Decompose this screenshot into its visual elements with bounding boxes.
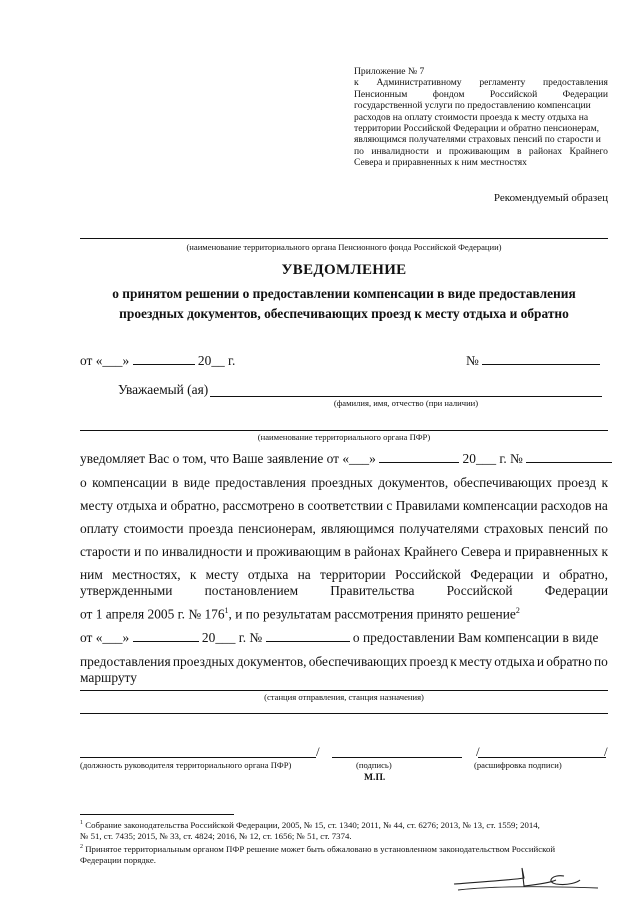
notify-year: 20___ г. № xyxy=(462,451,523,466)
word: на xyxy=(594,498,608,513)
word: по xyxy=(144,544,159,559)
decode-line[interactable] xyxy=(478,757,606,758)
position-slash: / xyxy=(316,744,320,759)
word: проезд xyxy=(409,654,449,669)
handwritten-signature xyxy=(452,864,602,896)
decision-year: 20___ г. № xyxy=(201,630,263,645)
signature-line[interactable] xyxy=(332,757,462,758)
word: Российской xyxy=(446,583,513,598)
date-month-field[interactable] xyxy=(133,352,195,365)
word: месту xyxy=(205,567,239,582)
annex-line: Севера и приравненных к ним местностях xyxy=(354,157,527,169)
word: Российской xyxy=(394,567,461,582)
word: регламенту xyxy=(479,77,526,89)
word: в xyxy=(172,475,179,490)
number-field[interactable] xyxy=(482,352,600,365)
number-sign: № xyxy=(466,353,479,368)
body-line xyxy=(80,583,608,599)
word: Севера xyxy=(461,544,501,559)
date-from xyxy=(80,352,235,369)
footnote-2-line-2: Федерации порядке. xyxy=(80,854,156,865)
word: районах xyxy=(354,544,401,559)
document-subtitle: о принятом решении о предоставлении компенсации в виде предоставления xyxy=(112,286,576,301)
body-line xyxy=(80,654,608,670)
pfr-name-caption: (наименование территориального органа ПФР) xyxy=(257,432,431,442)
decode-caption: (расшифровка подписи) xyxy=(474,760,562,770)
word: и xyxy=(245,544,253,559)
decision-post: , и по результатам рассмотрения принято решение xyxy=(228,606,516,622)
body-line xyxy=(80,567,608,583)
word: и xyxy=(436,145,442,157)
word: отдыха xyxy=(247,567,289,582)
footnote-ref-1: 1 xyxy=(224,606,229,615)
word: обеспечивающих xyxy=(308,654,408,669)
decision-line xyxy=(80,606,608,622)
document-title: УВЕДОМЛЕНИЕ xyxy=(281,262,407,278)
word: к xyxy=(189,567,197,582)
application-date-field[interactable] xyxy=(379,450,459,463)
word: обратно xyxy=(546,654,592,669)
word: Пенсионным xyxy=(354,88,408,100)
decode-slash-right: / xyxy=(604,744,608,759)
decision-number-field[interactable] xyxy=(266,629,350,642)
word: Крайнего xyxy=(569,145,608,157)
word: фондом xyxy=(432,88,465,100)
greeting: Уважаемый (ая) xyxy=(118,382,209,397)
position-line[interactable] xyxy=(80,757,316,758)
sample-label: Рекомендуемый образец xyxy=(493,192,608,204)
annex-line: государственной услуги по предоставлению компенсации xyxy=(354,100,591,112)
word: проезда xyxy=(188,521,234,536)
word: месту xyxy=(459,654,493,669)
word: отдыха xyxy=(116,498,157,513)
decision-date-line xyxy=(80,629,598,646)
recipient-name-caption: (фамилия, имя, отчество (при наличии) xyxy=(333,398,479,408)
footnotes xyxy=(80,818,610,866)
annex-line xyxy=(354,77,608,88)
signature-caption: (подпись) xyxy=(356,760,392,770)
annex-line: являющимся получателями страховых пенсий по старости и xyxy=(354,134,601,146)
word: соответствии xyxy=(307,498,384,513)
footnote-ref-2: 2 xyxy=(515,606,520,615)
route-label: маршруту xyxy=(80,670,137,685)
word: компенсации xyxy=(92,475,167,490)
word: предоставления xyxy=(215,475,306,490)
word: инвалидности xyxy=(371,145,429,157)
word: предоставления xyxy=(80,654,171,669)
word: пенсий xyxy=(548,521,590,536)
word: документов, xyxy=(236,654,307,669)
word: Федерации xyxy=(562,88,608,100)
position-caption: (должность руководителя территориального органа ПФР) xyxy=(80,760,292,770)
word: проездных xyxy=(172,654,235,669)
stamp-place: М.П. xyxy=(364,772,386,783)
annex-line: расходов на оплату стоимости проезда к месту отдыха на xyxy=(354,111,589,123)
word: по xyxy=(593,654,608,669)
word: к xyxy=(450,654,457,669)
footnote-separator xyxy=(80,814,234,815)
word: обеспечивающих xyxy=(453,475,553,490)
word: на xyxy=(297,567,311,582)
word: расходов xyxy=(540,498,592,513)
document-number xyxy=(466,352,600,369)
body-name-caption: (наименование территориального органа Пенсионного фонда Российской Федерации) xyxy=(186,242,502,252)
footnote-1-line-2: № 51, ст. 7435; 2015, № 33, ст. 4824; 2016, № 12, ст. 1656; № 51, ст. 7374. xyxy=(80,830,352,841)
notify-text: уведомляет Вас о том, что Ваше заявление от «___» xyxy=(80,451,376,466)
word: и xyxy=(134,544,142,559)
word: к xyxy=(601,544,608,559)
word: документов, xyxy=(378,475,449,490)
word: предоставления xyxy=(543,77,608,89)
word: проезд xyxy=(557,475,597,490)
word: по xyxy=(594,521,608,536)
word: к xyxy=(601,475,608,490)
word: оплату xyxy=(80,521,119,536)
word: проживающим xyxy=(256,544,341,559)
word: к xyxy=(354,77,359,89)
footnote-1-line xyxy=(80,818,610,831)
word: стоимости xyxy=(123,521,184,536)
word: районах xyxy=(528,145,563,157)
word: местностях, xyxy=(112,567,181,582)
footnote-1-mark: 1 xyxy=(80,820,83,826)
word: приравненных xyxy=(514,544,599,559)
annex-line: территории Российской Федерации и обратно пенсионерам, xyxy=(354,123,600,135)
body-line xyxy=(80,544,608,560)
word: Российской xyxy=(489,88,538,100)
footnote-2-text: Принятое территориальным органом ПФР решение может быть обжаловано в установленном законодательством Российской xyxy=(85,843,556,854)
word: утвержденными xyxy=(80,583,173,598)
decision-pre: от 1 апреля 2005 г. № 176 xyxy=(80,606,225,622)
date-day: от «___» xyxy=(80,353,130,368)
word: в xyxy=(344,544,351,559)
word: в xyxy=(297,498,305,513)
route-line-2[interactable] xyxy=(80,713,608,714)
word: являющимся xyxy=(320,521,395,536)
footnote-2-mark: 2 xyxy=(80,843,83,850)
word: Крайнего xyxy=(403,544,458,559)
word: проездных xyxy=(311,475,373,490)
body-line xyxy=(80,498,608,514)
word: в xyxy=(516,145,522,157)
recipient-name-line[interactable] xyxy=(210,396,602,397)
word: страховых xyxy=(483,521,544,536)
decode-slash-left: / xyxy=(476,744,480,759)
word: ним xyxy=(80,567,103,582)
body-line xyxy=(80,521,608,537)
pfr-name-line[interactable] xyxy=(80,430,608,431)
word: Правилами xyxy=(395,498,460,513)
annex-line xyxy=(354,89,608,100)
word: месту xyxy=(80,498,114,513)
word: виде xyxy=(183,475,210,490)
footnote-2-line xyxy=(80,842,610,855)
decision-post-text: о предоставлении Вам компенсации в виде xyxy=(352,630,599,645)
word: обратно, xyxy=(559,567,608,582)
date-year: 20__ г. xyxy=(197,353,236,368)
word: пенсионерам, xyxy=(238,521,316,536)
word: Правительства xyxy=(330,583,415,598)
application-number-field[interactable] xyxy=(526,450,612,463)
notify-line xyxy=(80,450,612,467)
decision-month-field[interactable] xyxy=(133,629,199,642)
word: по xyxy=(354,145,364,157)
word: Административному xyxy=(376,77,462,89)
word: с xyxy=(386,498,393,513)
word: старости xyxy=(80,544,131,559)
word: компенсации xyxy=(462,498,538,513)
word: и xyxy=(504,544,512,559)
document-subtitle: проездных документов, обеспечивающих проезд к месту отдыха и обратно xyxy=(119,306,569,321)
word: инвалидности xyxy=(161,544,243,559)
word: рассмотрено xyxy=(222,498,295,513)
body-name-line xyxy=(80,238,608,239)
word: и xyxy=(536,654,545,669)
word: проживающим xyxy=(448,145,510,157)
word: получателями xyxy=(399,521,479,536)
word: о xyxy=(80,475,87,490)
word: территории xyxy=(319,567,386,582)
decision-day: от «___» xyxy=(80,630,130,645)
word: отдыха xyxy=(494,654,535,669)
annex-block xyxy=(354,66,608,169)
word: и xyxy=(160,498,168,513)
annex-line xyxy=(354,146,608,157)
annex-line: Приложение № 7 xyxy=(354,66,425,77)
word: Федерации xyxy=(544,583,608,598)
word: и xyxy=(542,567,550,582)
word: обратно, xyxy=(170,498,220,513)
word: Федерации xyxy=(470,567,534,582)
footnote-1-text: Собрание законодательства Российской Федерации, 2005, № 15, ст. 1340; 2011, № 44, ст. 6276; 2013, № 13, ст. 1559; 2014, xyxy=(85,819,540,830)
body-line xyxy=(80,475,608,491)
route-line[interactable] xyxy=(80,690,608,691)
word: постановлением xyxy=(204,583,299,598)
route-caption: (станция отправления, станция назначения) xyxy=(264,692,424,702)
